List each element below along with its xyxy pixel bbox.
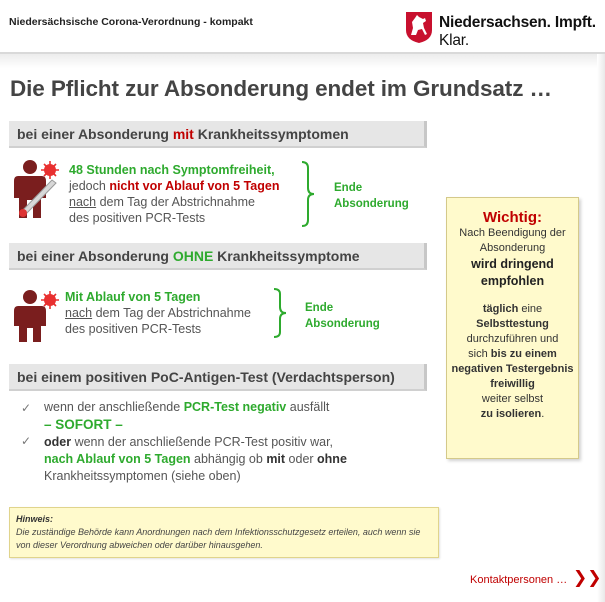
brace-icon: [300, 160, 316, 228]
bullet2-bold: oder: [44, 435, 72, 449]
section2-line2-underline: nach: [65, 306, 93, 320]
sofort-label: – SOFORT –: [44, 417, 123, 432]
bullet2-ohne: ohne: [317, 452, 347, 466]
important-l3: wird dringend: [471, 257, 554, 271]
check-icon: ✓: [21, 401, 32, 415]
section1-line3-underline: nach: [69, 195, 97, 209]
header-title: Niedersächsische Corona-Verordnung - kompakt: [9, 16, 253, 28]
bullet-positive: [44, 434, 347, 485]
bullet-negative: [44, 399, 329, 416]
section2-end-1: Ende: [305, 302, 334, 314]
section2-text: [65, 289, 251, 337]
important-box: [446, 197, 579, 459]
bullet1-post: ausfällt: [286, 400, 330, 414]
brand-tail: Klar.: [439, 32, 470, 49]
important-l5: täglich: [482, 303, 519, 315]
brace-icon: [272, 287, 288, 339]
brand-main: Niedersachsen. Impft.: [439, 14, 596, 31]
section-without-symptoms-title: [17, 248, 360, 264]
hint-title: Hinweis:: [16, 514, 54, 524]
section2-post: Krankheitssymptome: [213, 248, 360, 264]
important-l12: zu isolieren: [480, 408, 542, 420]
bullet2-rest: wenn der anschließende PCR-Test positiv war,: [71, 435, 334, 449]
section1-line4: des positiven PCR-Tests: [69, 211, 206, 225]
section1-end-label: [334, 180, 409, 212]
sick-person-icon: [12, 158, 62, 220]
section2-line1: Mit Ablauf von 5 Tagen: [65, 290, 201, 304]
section-antigen-title: bei einem positiven PoC-Antigen-Test (Verdachtsperson): [17, 369, 395, 385]
section1-line2-pre: jedoch: [69, 179, 110, 193]
section2-line3: des positiven PCR-Tests: [65, 322, 202, 336]
section1-text: [69, 162, 279, 226]
section1-line3-rest: dem Tag der Abstrichnahme: [96, 195, 255, 209]
section2-end-label: [305, 300, 380, 332]
page-edge: [597, 54, 605, 602]
bullet2-green: nach Ablauf von 5 Tagen: [44, 452, 191, 466]
important-l1: Nach Beendigung der: [459, 227, 566, 239]
bullet2-mit: mit: [266, 452, 286, 466]
header-bar: [0, 0, 605, 52]
section-with-symptoms-title: [17, 126, 349, 142]
person-virus-icon: [12, 288, 62, 344]
hint-text: Die zuständige Behörde kann Anordnungen nach dem Infektionsschutzgesetz erteilen, auch wenn sie von dieser Verordnung abweichen oder darüber hinausgehen.: [16, 527, 421, 550]
section-antigen-header: [9, 364, 427, 391]
section1-end-2: Absonderung: [334, 198, 409, 210]
check-icon: ✓: [21, 434, 32, 448]
important-l9: negativen Testergebnis: [451, 363, 574, 375]
section2-pre: bei einer Absonderung: [17, 248, 173, 264]
hint-box: [9, 507, 439, 558]
header-shadow: [0, 54, 605, 68]
section-without-symptoms-header: [9, 243, 427, 270]
section1-post: Krankheitssymptomen: [193, 126, 349, 142]
section2-mid: OHNE: [172, 248, 214, 264]
important-l2: Absonderung: [479, 242, 546, 254]
important-l11: weiter selbst: [481, 393, 544, 405]
section1-line1: 48 Stunden nach Symptomfreiheit,: [69, 163, 275, 177]
niedersachsen-horse-logo: [404, 10, 434, 44]
bullet1-pre: wenn der anschließende: [44, 400, 184, 414]
important-l12-end: .: [541, 408, 545, 420]
next-arrow-icon[interactable]: ❯❯: [573, 568, 602, 587]
section-with-symptoms-header: [9, 121, 427, 148]
important-l8-pre: sich: [468, 348, 491, 360]
section1-end-1: Ende: [334, 182, 363, 194]
important-l7: durchzuführen und: [466, 333, 559, 345]
section2-line2-rest: dem Tag der Abstrichnahme: [92, 306, 251, 320]
brand-claim: [439, 14, 605, 50]
bullet2-mid: abhängig ob: [190, 452, 267, 466]
important-l8-bold: bis zu einem: [490, 348, 557, 360]
important-title: Wichtig:: [482, 209, 543, 226]
bullet2-line3: Krankheitssymptomen (siehe oben): [44, 469, 241, 483]
section2-end-2: Absonderung: [305, 318, 380, 330]
bullet2-oder: oder: [285, 452, 318, 466]
important-l6: Selbsttestung: [476, 318, 549, 330]
section1-pre: bei einer Absonderung: [17, 126, 173, 142]
important-l10: freiwillig: [490, 378, 535, 390]
page-title: Die Pflicht zur Absonderung endet im Grundsatz …: [10, 76, 552, 101]
bullet1-green: PCR-Test negativ: [183, 400, 287, 414]
important-l5-rest: eine: [518, 303, 543, 315]
important-l4: empfohlen: [480, 274, 545, 288]
contact-persons-link[interactable]: Kontaktpersonen …: [470, 574, 568, 586]
section1-line2-bold: nicht vor Ablauf von 5 Tagen: [109, 179, 280, 193]
section1-mid: mit: [172, 126, 194, 142]
